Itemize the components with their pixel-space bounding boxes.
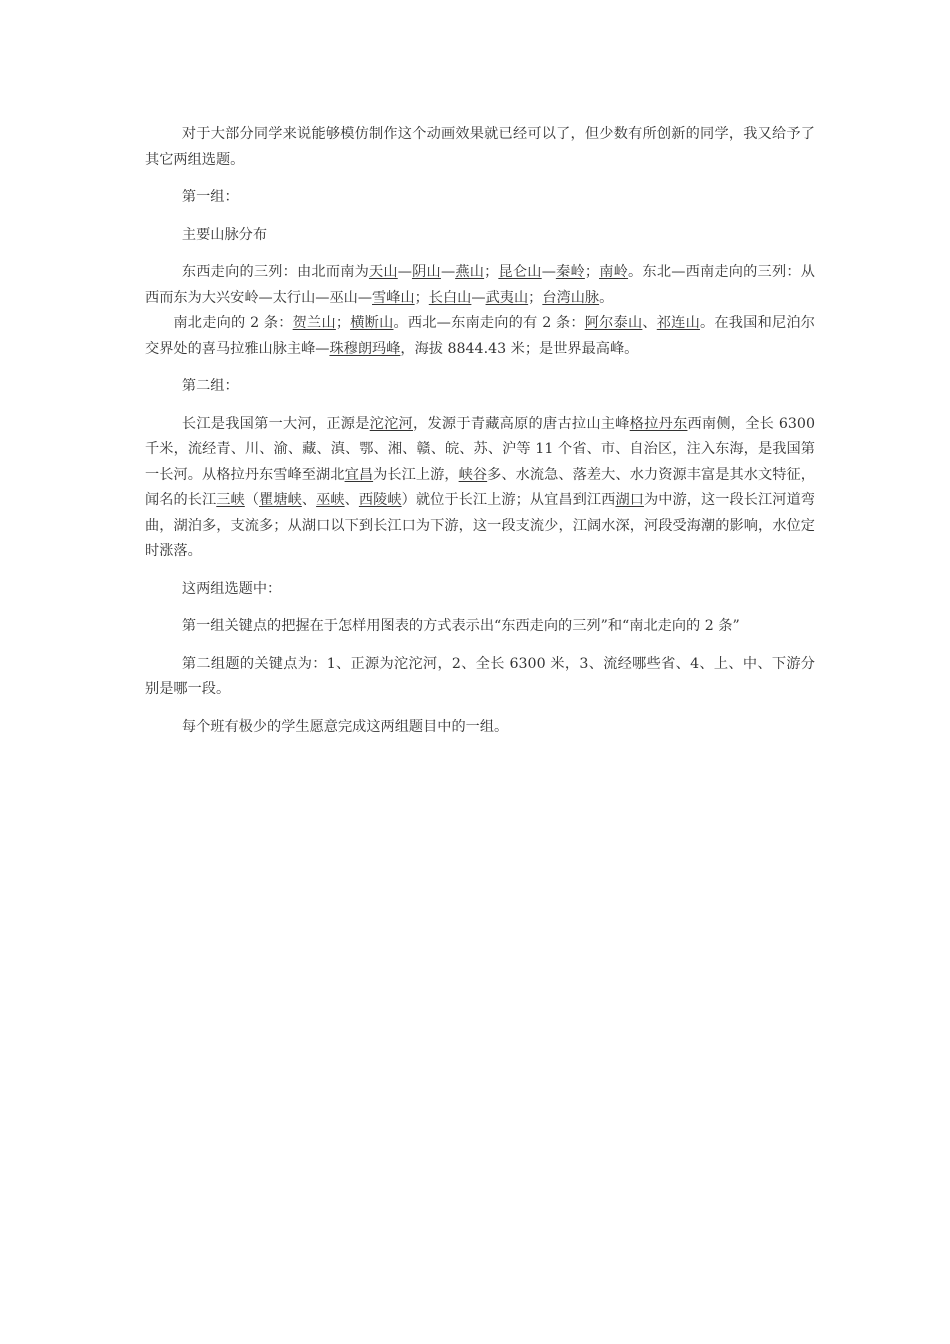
link-helanshan[interactable]: 贺兰山 (292, 315, 336, 331)
text-segment: 多、水流急、落差大、水力资源丰富是其水文特征，闻名的长江 (145, 466, 815, 508)
text-segment: ； (414, 289, 429, 306)
yangtze-paragraph (145, 412, 815, 565)
link-qilianshan[interactable]: 祁连山 (656, 315, 700, 331)
text-segment: — (471, 289, 486, 306)
text-segment: 。东北—西南走向的三列：从西而东为大兴安岭—太行山—巫山— (145, 264, 815, 306)
text-segment: — (440, 264, 456, 280)
text-segment: 。 (599, 289, 614, 306)
link-hengduanshan[interactable]: 横断山 (350, 315, 394, 331)
link-yichang[interactable]: 宜昌 (344, 466, 374, 483)
text-segment: 东西走向的三列：由北而南为 (181, 264, 369, 280)
key-points-group1: 第一组关键点的把握在于怎样用图表的方式表示出“东西走向的三列”和“南北走向的 2 条” (181, 618, 740, 634)
link-tianshan[interactable]: 天山 (368, 264, 398, 280)
link-kunlunshan[interactable]: 昆仑山 (498, 264, 542, 280)
link-qutang-gorge[interactable]: 瞿塘峡 (259, 492, 302, 508)
summary-heading: 这两组选题中： (181, 580, 282, 597)
key-points-group2: 第二组题的关键点为：1、正源为沱沱河，2、全长 6300 米，3、流经哪些省、4、上、中、下游分别是哪一段。 (145, 655, 815, 697)
link-nanling[interactable]: 南岭 (599, 264, 629, 280)
text-segment: 。西北—东南走向的有 2 条： (393, 315, 585, 331)
text-segment: ； (484, 264, 499, 280)
text-segment: ）就位于长江上游；从宜昌到江西 (401, 492, 616, 508)
text-segment: ； (335, 315, 351, 331)
link-xuefengshan[interactable]: 雪峰山 (372, 289, 415, 306)
text-segment: ； (584, 264, 600, 280)
mountains-east-west-paragraph (145, 260, 815, 311)
link-wu-gorge[interactable]: 巫峡 (316, 492, 345, 508)
text-segment: （ (244, 492, 260, 508)
link-tuotuo-river[interactable]: 沱沱河 (369, 415, 414, 432)
link-wuyishan[interactable]: 武夷山 (485, 289, 529, 306)
intro-paragraph: 对于大部分同学来说能够模仿制作这个动画效果就已经可以了，但少数有所创新的同学，我又给予了其它两组选题。 (145, 126, 815, 168)
text-segment: 、 (642, 315, 657, 331)
document-body (145, 122, 815, 752)
text-segment: — (541, 264, 556, 280)
text-segment: ，海拔 8844.43 米；是世界最高峰。 (400, 340, 639, 357)
closing-paragraph: 每个班有极少的学生愿意完成这两组题目中的一组。 (181, 718, 509, 735)
text-segment: ，发源于青藏高原的唐古拉山主峰 (413, 415, 630, 432)
link-yanshan[interactable]: 燕山 (455, 264, 485, 280)
mountains-north-south-paragraph (145, 311, 815, 362)
link-yinshan[interactable]: 阴山 (411, 264, 441, 280)
link-xiling-gorge[interactable]: 西陵峡 (358, 492, 402, 508)
link-gorge[interactable]: 峡谷 (458, 466, 488, 483)
link-qinling[interactable]: 秦岭 (555, 264, 585, 280)
link-everest[interactable]: 珠穆朗玛峰 (329, 340, 401, 357)
group1-subheading: 主要山脉分布 (181, 226, 268, 243)
text-segment: 。在我国和尼泊尔交界处的喜马拉雅山脉主峰— (145, 315, 815, 357)
group1-heading: 第一组： (181, 189, 239, 205)
link-altai-mountains[interactable]: 阿尔泰山 (584, 315, 643, 331)
link-hukou[interactable]: 湖口 (615, 492, 644, 508)
text-segment: 南北走向的 2 条： (173, 315, 293, 331)
text-segment: — (397, 264, 412, 280)
text-segment: 、 (344, 492, 359, 508)
link-geladandong[interactable]: 格拉丹东 (629, 415, 688, 432)
link-changbaishan[interactable]: 长白山 (428, 289, 472, 306)
text-segment: 为长江上游， (373, 466, 459, 483)
link-taiwan-mountains[interactable]: 台湾山脉 (542, 289, 600, 306)
text-segment: 长江是我国第一大河，正源是 (181, 415, 370, 432)
text-segment: ； (528, 289, 543, 306)
text-segment: 西南侧，全长 6300 千米，流经青、川、渝、藏、滇、鄂、湘、赣、皖、苏、沪等 11 个省、市、自治区，注入东海，是我国第一长河。从格拉丹东雪峰至湖北 (145, 415, 815, 483)
group2-heading: 第二组： (181, 378, 239, 394)
link-three-gorges[interactable]: 三峡 (216, 492, 245, 508)
text-segment: 、 (301, 492, 317, 508)
text-segment: 为中游，这一段长江河道弯曲，湖泊多，支流多；从湖口以下到长江口为下游，这一段支流少，江阔水深，河段受海潮的影响，水位定时涨落。 (145, 492, 815, 559)
